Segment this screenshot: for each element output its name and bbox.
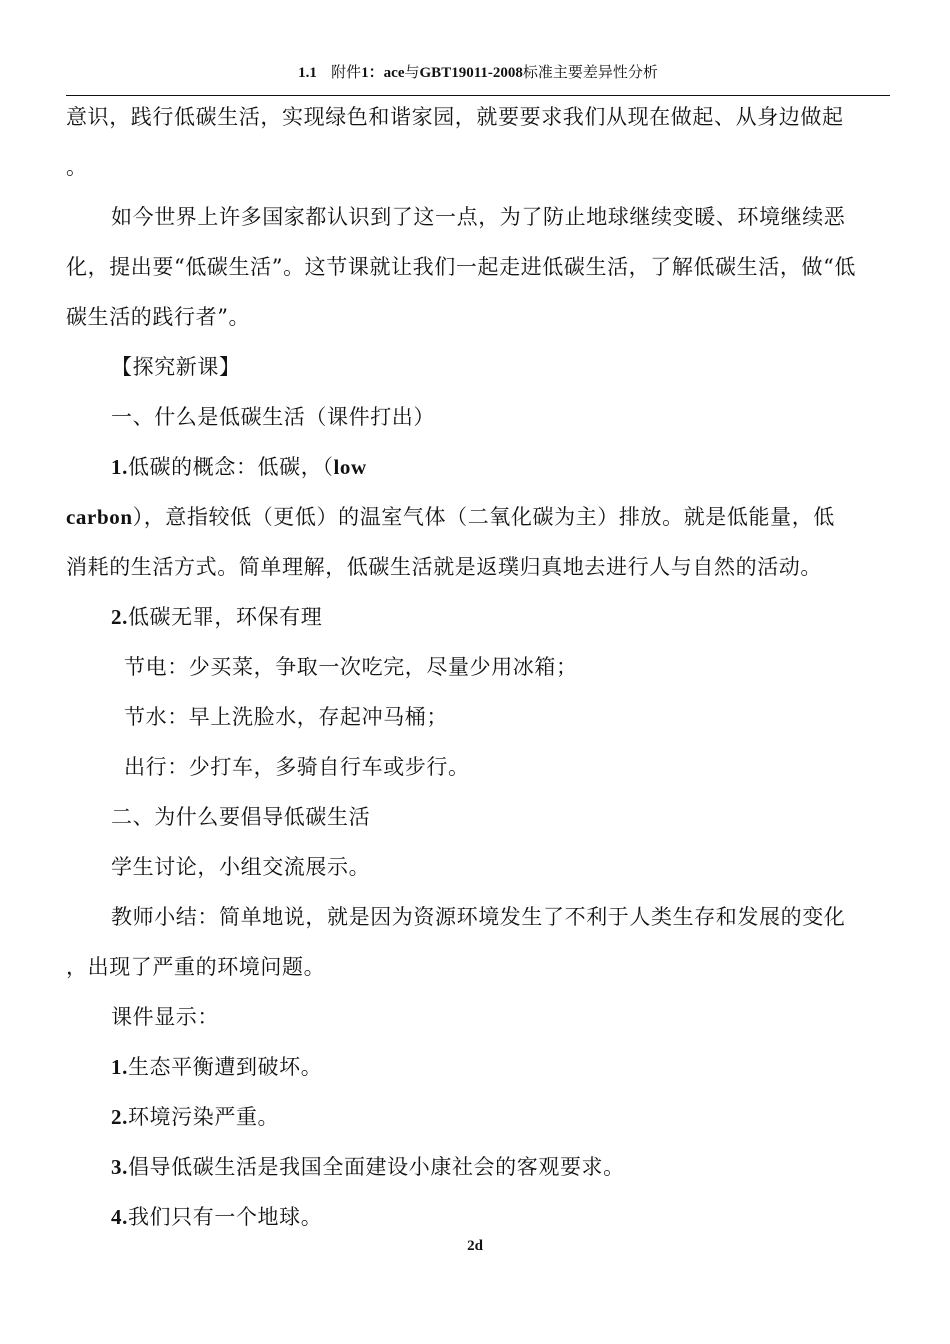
item-1-number: 1. <box>111 455 128 479</box>
list-item-number: 3. <box>111 1155 128 1179</box>
paragraph-1-line-1: 意识，践行低碳生活，实现绿色和谐家园，就要要求我们从现在做起、从身边做起 <box>66 105 844 129</box>
list-item-text: 环境污染严重。 <box>127 1105 280 1129</box>
item-1-line-2 <box>66 504 835 530</box>
item-1-term-carbon: carbon <box>66 505 133 529</box>
header-attachment-number: 1：ace <box>361 65 405 81</box>
item-1-line-3: 消耗的生活方式。简单理解，低碳生活就是返璞归真地去进行人与自然的活动。 <box>66 555 822 579</box>
question-1-heading: 一、什么是低碳生活（课件打出） <box>111 405 435 429</box>
item-1-text: 低碳的概念：低碳，（ <box>127 455 334 479</box>
list-item <box>111 1104 279 1130</box>
list-item-text: 生态平衡遭到破坏。 <box>127 1055 323 1079</box>
item-2-text: 低碳无罪，环保有理 <box>127 605 323 629</box>
item-1-definition: ），意指较低（更低）的温室气体（二氧化碳为主）排放。就是低能量，低 <box>132 505 835 529</box>
question-2-heading: 二、为什么要倡导低碳生活 <box>111 805 371 829</box>
list-item-text: 倡导低碳生活是我国全面建设小康社会的客观要求。 <box>127 1155 625 1179</box>
tip-travel: 出行：少打车，多骑自行车或步行。 <box>124 755 470 779</box>
page-header <box>66 62 890 83</box>
header-mid: 与 <box>404 63 420 81</box>
paragraph-2-line-1: 如今世界上许多国家都认识到了这一点，为了防止地球继续变暖、环境继续恶 <box>111 205 846 229</box>
section-heading: 【探究新课】 <box>111 355 241 379</box>
item-1-line-1 <box>111 454 367 480</box>
header-divider <box>66 95 890 96</box>
list-item <box>111 1054 322 1080</box>
paragraph-2-line-2: 化，提出要“低碳生活”。这节课就让我们一起走进低碳生活，了解低碳生活，做“低 <box>66 255 857 279</box>
item-1-term-low: low <box>333 455 367 479</box>
page-footer: 2d <box>467 1238 483 1254</box>
tip-water: 节水：早上洗脸水，存起冲马桶； <box>124 705 448 729</box>
summary-line-1: 教师小结：简单地说，就是因为资源环境发生了不利于人类生存和发展的变化 <box>111 905 846 929</box>
discussion-line: 学生讨论，小组交流展示。 <box>111 855 371 879</box>
list-item-number: 4. <box>111 1205 128 1229</box>
header-section-number: 1.1 <box>298 65 317 81</box>
paragraph-1-line-2: 。 <box>66 155 88 179</box>
item-2-line <box>111 604 322 630</box>
slide-label: 课件显示： <box>111 1005 219 1029</box>
list-item-number: 1. <box>111 1055 128 1079</box>
item-2-number: 2. <box>111 605 128 629</box>
list-item-number: 2. <box>111 1105 128 1129</box>
paragraph-2-line-3: 碳生活的践行者”。 <box>66 305 251 329</box>
header-suffix: 标准主要差异性分析 <box>522 63 658 81</box>
list-item <box>111 1204 322 1230</box>
header-standard: GBT19011-2008 <box>419 65 523 81</box>
tip-electricity: 节电：少买菜，争取一次吃完，尽量少用冰箱； <box>124 655 578 679</box>
list-item <box>111 1154 625 1180</box>
header-prefix: 附件 <box>331 63 362 81</box>
summary-line-2: ，出现了严重的环境问题。 <box>66 955 326 979</box>
list-item-text: 我们只有一个地球。 <box>127 1205 323 1229</box>
